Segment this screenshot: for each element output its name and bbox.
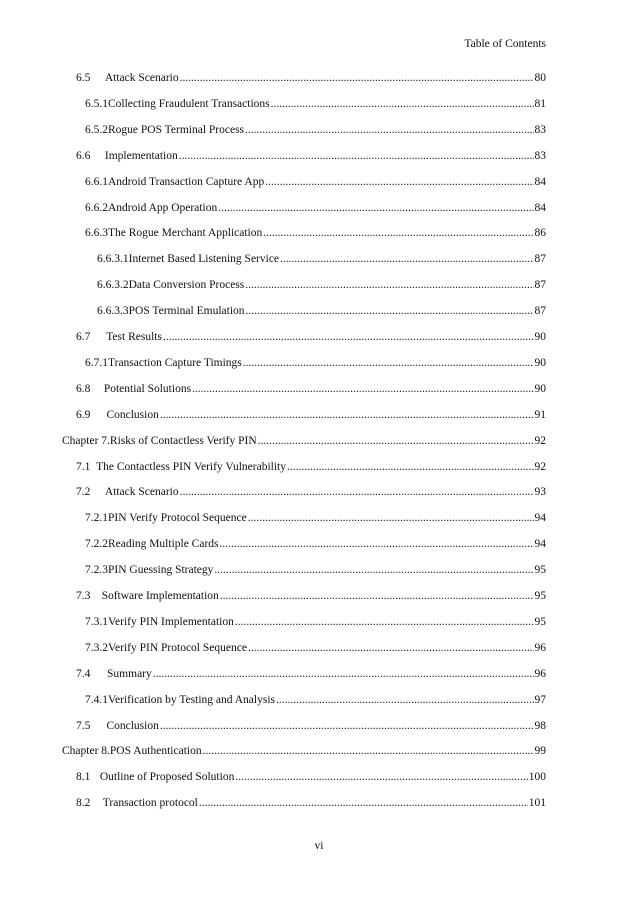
dot-leader: [248, 642, 534, 654]
toc-entry-number: 8.2: [76, 797, 91, 810]
dot-leader: [179, 150, 534, 162]
toc-entry-page: 96: [534, 641, 546, 654]
toc-entry-title[interactable]: Data Conversion Process: [128, 279, 245, 292]
toc-entry-title[interactable]: PIN Guessing Strategy: [108, 564, 214, 577]
dot-leader: [235, 616, 534, 628]
toc-entry-title[interactable]: Risks of Contactless Verify PIN: [109, 434, 257, 447]
toc-entry-title[interactable]: POS Authentication: [109, 745, 202, 758]
toc-entry-title[interactable]: Verification by Testing and Analysis: [108, 693, 275, 706]
toc-entry-number: 7.2.2: [85, 538, 108, 551]
toc-entry-page: 96: [534, 667, 546, 680]
toc-entry-number: 7.3: [76, 590, 91, 602]
toc-entry-number: 6.6.3: [85, 227, 108, 240]
toc-entry-number: 6.9: [76, 408, 91, 421]
toc-entry[interactable]: [0, 305, 546, 321]
toc-entry[interactable]: [0, 383, 546, 399]
toc-entry-page: 101: [528, 797, 546, 810]
toc-entry-page: 83: [534, 149, 546, 162]
dot-leader: [199, 797, 528, 809]
toc-entry-title[interactable]: Rogue POS Terminal Process: [108, 123, 245, 136]
toc-entry-title[interactable]: Outline of Proposed Solution: [99, 771, 235, 784]
toc-entry[interactable]: [0, 72, 546, 88]
toc-entry-title[interactable]: Conclusion: [106, 719, 159, 732]
toc-entry-title[interactable]: Android App Operation: [108, 201, 218, 214]
toc-entry[interactable]: [0, 616, 546, 632]
dot-leader: [245, 279, 533, 291]
toc-entry-page: 95: [534, 564, 546, 577]
toc-entry-title[interactable]: Verify PIN Protocol Sequence: [108, 641, 247, 654]
toc-entry-title[interactable]: Test Results: [106, 331, 162, 343]
dot-leader: [263, 227, 533, 239]
toc-entry-page: 100: [528, 771, 546, 784]
toc-entry-page: 95: [534, 590, 546, 602]
toc-entry-page: 91: [534, 408, 546, 421]
toc-entry[interactable]: [0, 124, 546, 140]
toc-entry-number: 6.7: [76, 331, 91, 343]
dot-leader: [160, 409, 534, 421]
toc-entry-title[interactable]: Potential Solutions: [103, 382, 192, 395]
toc-entry[interactable]: [0, 409, 546, 425]
toc-entry-number: Chapter 7.: [62, 434, 110, 447]
toc-entry-title[interactable]: Transaction Capture Timings: [108, 356, 242, 369]
toc-entry-number: 6.5.1: [85, 97, 108, 110]
toc-entry-title[interactable]: Implementation: [104, 149, 178, 162]
toc-entry[interactable]: [0, 202, 546, 218]
toc-entry[interactable]: [0, 720, 546, 736]
toc-entry-title[interactable]: Collecting Fraudulent Transactions: [108, 97, 270, 110]
toc-entry-page: 94: [534, 512, 546, 525]
toc-entry-page: 98: [534, 719, 546, 732]
toc-entry-number: 7.4: [76, 667, 91, 680]
toc-entry-page: 97: [534, 693, 546, 706]
toc-entry-title[interactable]: The Contactless PIN Verify Vulnerability: [96, 460, 286, 473]
toc-entry-title[interactable]: Internet Based Listening Service: [128, 253, 280, 266]
running-header: Table of Contents: [464, 38, 546, 50]
dot-leader: [218, 202, 533, 214]
dot-leader: [235, 771, 527, 783]
toc-entry-page: 90: [534, 382, 546, 395]
toc-entry[interactable]: [0, 590, 546, 606]
toc-entry[interactable]: [0, 435, 546, 451]
dot-leader: [265, 176, 533, 188]
toc-entry-title[interactable]: Attack Scenario: [104, 486, 179, 499]
toc-entry[interactable]: [0, 357, 546, 373]
toc-entry-page: 87: [534, 305, 546, 318]
toc-entry-page: 83: [534, 123, 546, 136]
toc-entry-page: 92: [534, 434, 546, 447]
toc-entry[interactable]: [0, 486, 546, 502]
dot-leader: [276, 694, 534, 706]
toc-entry[interactable]: [0, 331, 546, 347]
dot-leader: [245, 124, 533, 136]
toc-entry-number: 8.1: [76, 771, 91, 784]
dot-leader: [192, 383, 533, 395]
dot-leader: [203, 745, 534, 757]
toc-entry-page: 86: [534, 227, 546, 240]
toc-entry-page: 95: [534, 615, 546, 628]
dot-leader: [220, 590, 534, 602]
toc-entry-number: 7.4.1: [85, 693, 108, 706]
dot-leader: [220, 538, 534, 550]
toc-entry-title[interactable]: Android Transaction Capture App: [108, 175, 265, 188]
toc-entry-number: 7.5: [76, 719, 91, 732]
toc-entry-page: 94: [534, 538, 546, 551]
dot-leader: [271, 98, 534, 110]
dot-leader: [258, 435, 534, 447]
toc-entry-title[interactable]: Attack Scenario: [104, 72, 179, 84]
toc-entry-page: 81: [534, 97, 546, 110]
dot-leader: [280, 253, 533, 265]
toc-entry-number: 6.6.3.2: [97, 279, 129, 292]
toc-entry[interactable]: [0, 564, 546, 580]
toc-entry[interactable]: [0, 694, 546, 710]
toc-entry[interactable]: [0, 642, 546, 658]
toc-entry[interactable]: [0, 253, 546, 269]
toc-entry[interactable]: [0, 745, 546, 761]
toc-entry[interactable]: [0, 512, 546, 528]
toc-entry-page: 84: [534, 201, 546, 214]
toc-entry-page: 99: [534, 745, 546, 758]
toc-entry[interactable]: [0, 538, 546, 554]
toc-entry-number: 7.3.2: [85, 641, 108, 654]
toc-entry-number: 6.5.2: [85, 123, 108, 136]
toc-entry-title[interactable]: Software Implementation: [101, 590, 219, 602]
toc-entry-number: 7.2: [76, 486, 91, 499]
toc-entry[interactable]: [0, 279, 546, 295]
dot-leader: [180, 72, 534, 84]
toc-entry-page: 87: [534, 279, 546, 292]
toc-entry-number: 6.6.2: [85, 201, 108, 214]
toc-entry-number: 7.1: [76, 460, 91, 473]
toc-entry-title[interactable]: PIN Verify Protocol Sequence: [108, 512, 247, 525]
toc-entry-number: 6.6.3.3: [97, 305, 129, 318]
toc-entry-page: 93: [534, 486, 546, 499]
dot-leader: [214, 564, 533, 576]
toc-entry-number: 7.2.3: [85, 564, 108, 577]
toc-entry[interactable]: [0, 668, 546, 684]
toc-entry[interactable]: [0, 150, 546, 166]
toc-entry-page: 92: [534, 460, 546, 473]
dot-leader: [163, 331, 534, 343]
dot-leader: [243, 357, 534, 369]
toc-entry-number: 7.3.1: [85, 615, 108, 628]
toc-entry-title[interactable]: Summary: [107, 667, 152, 680]
dot-leader: [248, 512, 534, 524]
dot-leader: [246, 305, 534, 317]
toc-entry-number: 7.2.1: [85, 512, 108, 525]
toc-entry-number: 6.6.1: [85, 175, 108, 188]
toc-entry-number: 6.8: [76, 382, 91, 395]
toc-entry-title[interactable]: Conclusion: [106, 408, 159, 421]
toc-entry-number: Chapter 8.: [62, 745, 110, 758]
toc-entry-page: 84: [534, 175, 546, 188]
toc-entry-title[interactable]: Transaction protocol: [102, 797, 198, 810]
toc-entry-title[interactable]: Verify PIN Implementation: [108, 615, 234, 628]
toc-entry-page: 87: [534, 253, 546, 266]
toc-entry[interactable]: [0, 461, 546, 477]
toc-entry-number: 6.6: [76, 149, 91, 162]
toc-entry-page: 90: [534, 331, 546, 343]
toc-entry[interactable]: [0, 797, 546, 813]
dot-leader: [153, 668, 534, 680]
toc-entry-title[interactable]: Reading Multiple Cards: [108, 538, 219, 551]
toc-entry[interactable]: [0, 771, 546, 787]
page-number: vi: [314, 840, 324, 852]
toc-entry-number: 6.7.1: [85, 356, 108, 369]
dot-leader: [160, 720, 534, 732]
toc-entry-page: 90: [534, 356, 546, 369]
dot-leader: [180, 486, 534, 498]
toc-entry-number: 6.6.3.1: [97, 253, 129, 266]
toc-entry-title[interactable]: The Rogue Merchant Application: [108, 227, 263, 240]
toc-entry-number: 6.5: [76, 72, 91, 84]
toc-entry[interactable]: [0, 176, 546, 192]
toc-entry-title[interactable]: POS Terminal Emulation: [128, 305, 245, 318]
toc-entry[interactable]: [0, 227, 546, 243]
toc-entry[interactable]: [0, 98, 546, 114]
toc-entry-page: 80: [534, 72, 546, 84]
dot-leader: [287, 461, 534, 473]
